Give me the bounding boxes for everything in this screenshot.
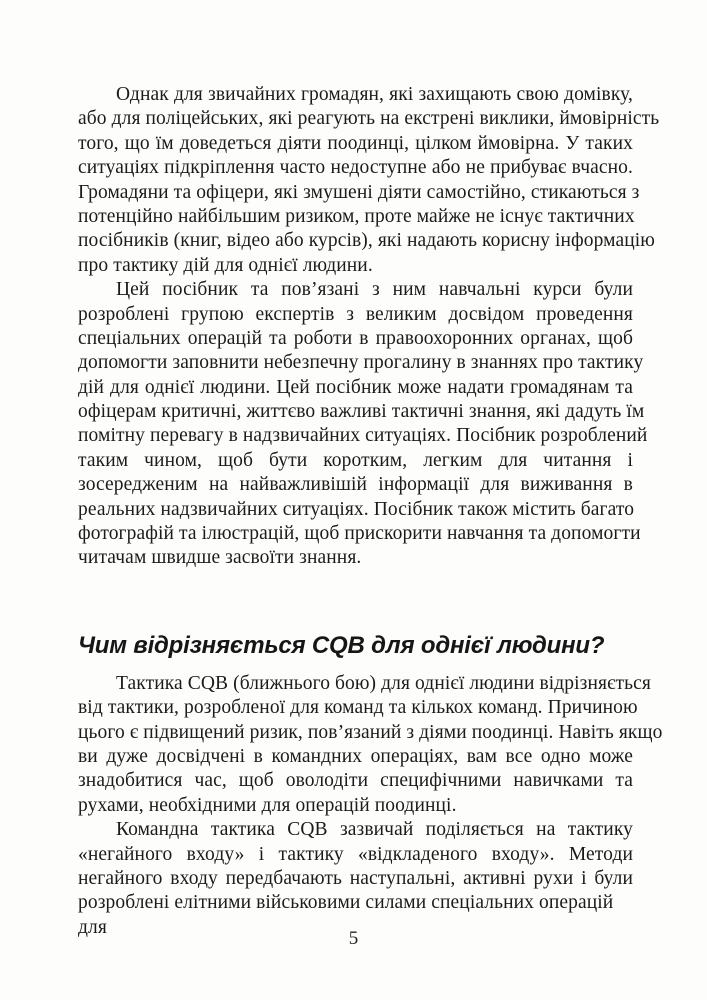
section-heading: Чим відрізняється CQB для однієї людини?: [78, 631, 605, 659]
text-line: офіцерам критичні, життєво важливі тактичні знання, які дадуть їм: [78, 401, 645, 423]
text-line: таким чином, щоб бути коротким, легким для читання і: [78, 449, 633, 471]
text-line: цього є підвищений ризик, пов’язаний з діями поодинці. Навіть якщо: [78, 721, 663, 743]
text-line: або для поліцейських, які реагують на екстрені виклики, ймовірність: [78, 108, 660, 130]
text-line: реальних надзвичайних ситуаціях. Посібник також містить багато: [78, 498, 635, 520]
text-line: посібників (книг, відео або курсів), які надають корисну інформацію: [78, 230, 655, 252]
page-number: 5: [348, 928, 359, 949]
text-line: про тактику дій для однієї людини.: [78, 254, 373, 276]
text-line: Тактика CQB (ближнього бою) для однієї людини відрізняється: [116, 672, 651, 694]
text-line: розроблені елітними військовими силами спеціальних операцій для: [78, 892, 614, 938]
text-line: того, що їм доведеться діяти поодинці, цілком ймовірна. У таких: [78, 132, 633, 154]
text-line: зосередженим на найважливішій інформації для виживання в: [78, 474, 633, 496]
paragraph: [78, 278, 648, 571]
text-line: від тактики, розробленої для команд та кількох команд. Причиною: [78, 697, 638, 719]
text-line: знадобитися час, щоб оволодіти специфічними навичками та: [78, 770, 633, 792]
text-line: Громадяни та офіцери, які змушені діяти самостійно, стикаються з: [78, 181, 640, 203]
text-line: рухами, необхідними для операцій поодинці.: [78, 794, 457, 816]
text-line: розроблені групою експертів з великим досвідом проведення: [78, 303, 633, 325]
text-line: негайного входу передбачають наступальні, активні рухи і були: [78, 867, 633, 889]
paragraph: [78, 83, 660, 278]
text-line: Однак для звичайних громадян, які захищають свою домівку,: [116, 84, 633, 105]
text-line: «негайного входу» і тактику «відкладеного входу». Методи: [78, 843, 633, 865]
text-line: помітну перевагу в надзвичайних ситуаціях. Посібник розроблений: [78, 425, 648, 447]
text-line: фотографій та ілюстрацій, щоб прискорити навчання та допомогти: [78, 523, 641, 545]
text-line: читачам швидше засвоїти знання.: [78, 547, 362, 569]
paragraph: [78, 672, 663, 818]
text-line: Цей посібник та пов’язані з ним навчальні курси були: [116, 279, 633, 301]
text-line: Командна тактика CQB зазвичай поділяється на тактику: [116, 819, 633, 841]
text-line: спеціальних операцій та роботи в правоохоронних органах, щоб: [78, 327, 633, 349]
text-line: ситуаціях підкріплення часто недоступне або не прибуває вчасно.: [78, 157, 633, 179]
text-line: дій для однієї людини. Цей посібник може надати громадянам та: [78, 376, 633, 398]
text-line: потенційно найбільшим ризиком, проте майже не існує тактичних: [78, 205, 635, 227]
page-text: [78, 83, 663, 938]
text-line: допомогти заповнити небезпечну прогалину в знаннях про тактику: [78, 352, 644, 374]
text-line: ви дуже досвідчені в командних операціях, вам все одно може: [78, 745, 633, 767]
paragraph: [78, 818, 633, 938]
